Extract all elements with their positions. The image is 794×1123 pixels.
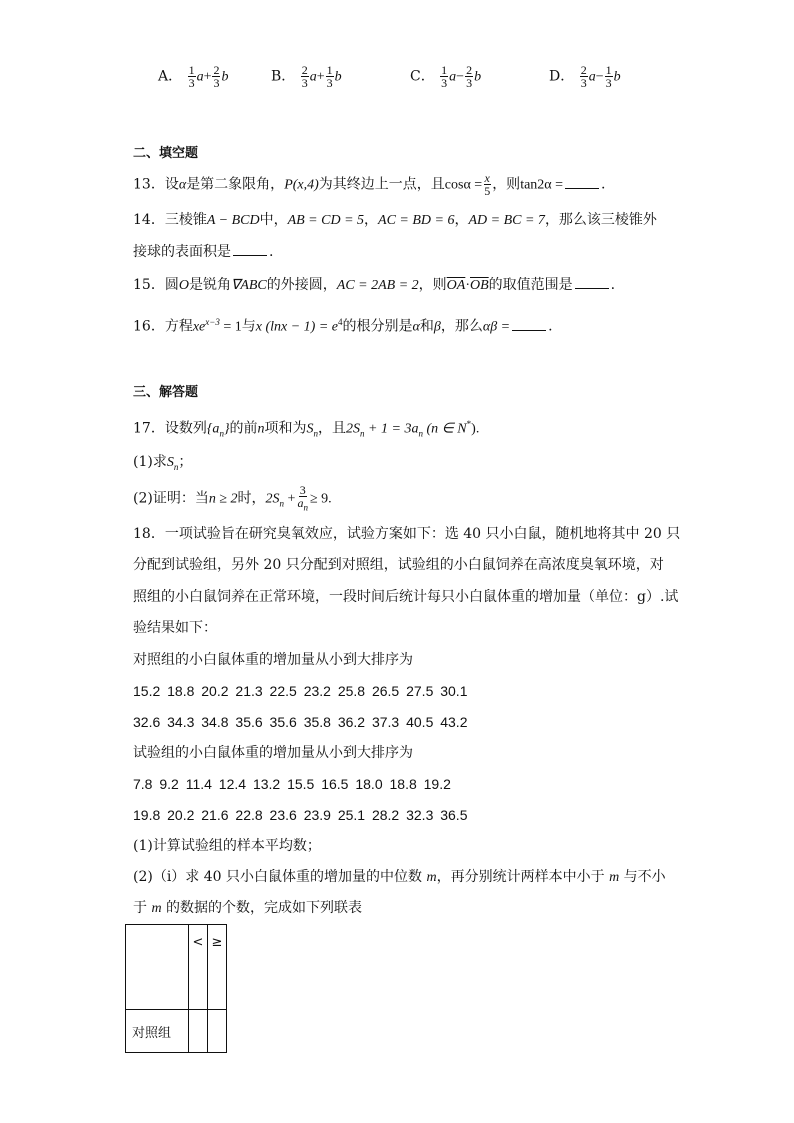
- question-17: 17．设数列$\{a_n\}$的前n项和为$S_n$，且$2S_n + 1 = 3a_n$ (n ∈ N*).: [133, 419, 480, 439]
- question-13: 13．设α是第二象限角，P(x,4)为其终边上一点，且cosα = $\frac{x}{5}$ ，则tan2α = .: [133, 171, 606, 198]
- fraction: $\frac{2}{3}$: [301, 63, 308, 90]
- option-a[interactable]: A． $\frac{1}{3}$ a+ $\frac{2}{3}$ b: [158, 63, 229, 90]
- control-data-row-2: 32.6 34.3 34.8 35.6 35.6 35.8 36.2 37.3 40.5 43.2: [133, 714, 468, 730]
- fraction: $\frac{1}{3}$: [605, 63, 612, 90]
- fraction: $\frac{2}{3}$: [466, 63, 473, 90]
- answer-blank[interactable]: [233, 243, 267, 256]
- answer-blank[interactable]: [575, 276, 609, 289]
- option-c[interactable]: C． $\frac{1}{3}$ a− $\frac{2}{3}$ b: [410, 63, 482, 90]
- fraction: $\frac{x}{5}$: [484, 171, 491, 198]
- table-header-lt: <: [189, 925, 208, 1010]
- option-label: A．: [158, 68, 183, 85]
- question-17-part-1: (1)求$S_n$；: [133, 454, 193, 472]
- section-heading-solutions: 三、解答题: [133, 385, 199, 400]
- fraction: $\frac{3}{a_n}$: [297, 483, 308, 513]
- table-header-ge: ≥: [208, 925, 227, 1010]
- fraction: $\frac{1}{3}$: [441, 63, 448, 90]
- fraction: $\frac{1}{3}$: [326, 63, 333, 90]
- table-cell[interactable]: [208, 1010, 227, 1053]
- table-row: [126, 1010, 227, 1053]
- question-18-line-2: 分配到试验组，另外 20 只分配到对照组，试验组的小白鼠饲养在高浓度臭氧环境，对: [133, 557, 664, 573]
- question-18-part-2-cont: 于 m 的数据的个数，完成如下列联表: [133, 900, 363, 916]
- contingency-table: [125, 924, 227, 1053]
- control-data-row-1: 15.2 18.8 20.2 21.3 22.5 23.2 25.8 26.5 27.5 30.1: [133, 683, 468, 699]
- question-17-part-2: (2)证明：当n ≥ 2时，$2S_n$ + $\frac{3}{a_n}$ ≥ 9.: [133, 483, 332, 513]
- experiment-data-row-2: 19.8 20.2 21.6 22.8 23.6 23.9 25.1 28.2 32.3 36.5: [133, 807, 468, 823]
- answer-blank[interactable]: [512, 318, 546, 331]
- control-group-caption: 对照组的小白鼠体重的增加量从小到大排序为: [133, 652, 413, 668]
- option-label: D．: [549, 68, 575, 85]
- option-label: B．: [271, 68, 296, 85]
- question-16: 16．方程$xe^{x-3} = 1$与x $(\ln x - 1) = e^4$的根分别是α和β，那么αβ = .: [133, 317, 553, 335]
- option-label: C．: [410, 68, 435, 85]
- question-18-line-4: 验结果如下：: [133, 620, 217, 636]
- question-18-part-1: (1)计算试验组的样本平均数；: [133, 838, 321, 854]
- table-cell[interactable]: [189, 1010, 208, 1053]
- experiment-data-row-1: 7.8 9.2 11.4 12.4 13.2 15.5 16.5 18.0 18.8 19.2: [133, 776, 451, 792]
- question-14: 14．三棱锥A − BCD中，AB = CD = 5，AC = BD = 6，AD = BC = 7，那么该三棱锥外: [133, 212, 657, 228]
- fraction: $\frac{1}{3}$: [188, 63, 195, 90]
- table-header-row: [126, 925, 227, 1010]
- question-18-line-1: 18．一项试验旨在研究臭氧效应，试验方案如下：选 40 只小白鼠，随机地将其中 20 只: [133, 526, 681, 542]
- option-b[interactable]: B． $\frac{2}{3}$ a+ $\frac{1}{3}$ b: [271, 63, 342, 90]
- question-18-line-3: 照组的小白鼠饲养在正常环境，一段时间后统计每只小白鼠体重的增加量（单位：g）.试: [133, 589, 679, 605]
- experiment-group-caption: 试验组的小白鼠体重的增加量从小到大排序为: [133, 745, 413, 761]
- option-d[interactable]: D． $\frac{2}{3}$ a− $\frac{1}{3}$ b: [549, 63, 621, 90]
- fraction: $\frac{2}{3}$: [580, 63, 587, 90]
- question-15: 15．圆O是锐角∇ABC的外接圆，AC = 2AB = 2，则$\overline{OA}\cdot\overline{OB}$的取值范围是 .: [133, 277, 616, 293]
- answer-blank[interactable]: [565, 176, 599, 189]
- table-corner-cell: [126, 925, 189, 1010]
- fraction: $\frac{2}{3}$: [213, 63, 220, 90]
- question-14-cont: 接球的表面积是 .: [133, 244, 274, 260]
- question-18-part-2: (2)（ⅰ）求 40 只小白鼠体重的增加量的中位数 m，再分别统计两样本中小于 m 与不小: [133, 869, 666, 885]
- table-row-label: 对照组: [126, 1010, 189, 1053]
- section-heading-fill-in: 二、填空题: [133, 146, 199, 161]
